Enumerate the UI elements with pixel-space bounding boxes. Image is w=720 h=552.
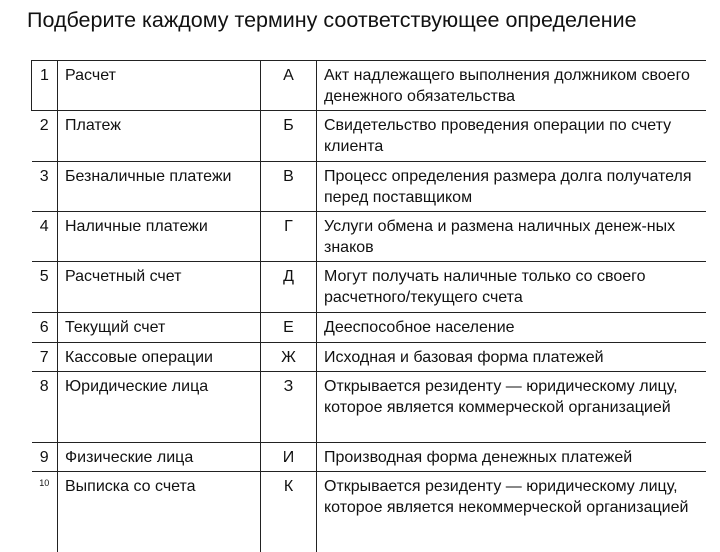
definition-letter: И [261,443,317,472]
term-name: Юридические лица [58,372,261,443]
table-row [32,372,707,443]
table-row [32,61,707,111]
definition-text: Дееспособное население [317,313,707,343]
definition-letter: А [261,61,317,111]
term-number: 10 [32,472,58,552]
definition-letter: Д [261,262,317,313]
table-row [32,212,707,262]
term-number: 1 [32,61,58,111]
definition-letter: Ж [261,343,317,372]
definition-text: Акт надлежащего выполнения должником своего денежного обязательства [317,61,707,111]
term-number: 9 [32,443,58,472]
definition-letter: Е [261,313,317,343]
definition-text: Открывается резиденту — юридическому лицу, которое является коммерческой организацией [317,372,707,443]
term-number: 7 [32,343,58,372]
table-row [32,111,707,162]
term-name: Выписка со счета [58,472,261,552]
definition-letter: Г [261,212,317,262]
term-number: 2 [32,111,58,162]
term-number: 6 [32,313,58,343]
definition-text: Исходная и базовая форма платежей [317,343,707,372]
term-name: Текущий счет [58,313,261,343]
definition-text: Открывается резиденту — юридическому лицу, которое является некоммерческой организацией [317,472,707,552]
term-name: Безналичные платежи [58,162,261,212]
term-name: Физические лица [58,443,261,472]
term-number: 3 [32,162,58,212]
table-row [32,162,707,212]
matching-table [31,60,706,552]
term-number: 8 [32,372,58,443]
table-row [32,313,707,343]
definition-letter: К [261,472,317,552]
table-row [32,443,707,472]
term-number: 4 [32,212,58,262]
definition-text: Услуги обмена и размена наличных денеж-ных знаков [317,212,707,262]
page-title: Подберите каждому термину соответствующее определение [27,8,637,32]
term-name: Кассовые операции [58,343,261,372]
definition-letter: Б [261,111,317,162]
term-name: Платеж [58,111,261,162]
table-row [32,262,707,313]
term-number: 5 [32,262,58,313]
definition-text: Производная форма денежных платежей [317,443,707,472]
definition-letter: З [261,372,317,443]
term-name: Расчетный счет [58,262,261,313]
definition-text: Процесс определения размера долга получателя перед поставщиком [317,162,707,212]
definition-letter: В [261,162,317,212]
term-name: Наличные платежи [58,212,261,262]
term-name: Расчет [58,61,261,111]
definition-text: Свидетельство проведения операции по счету клиента [317,111,707,162]
definition-text: Могут получать наличные только со своего расчетного/текущего счета [317,262,707,313]
table-row [32,343,707,372]
